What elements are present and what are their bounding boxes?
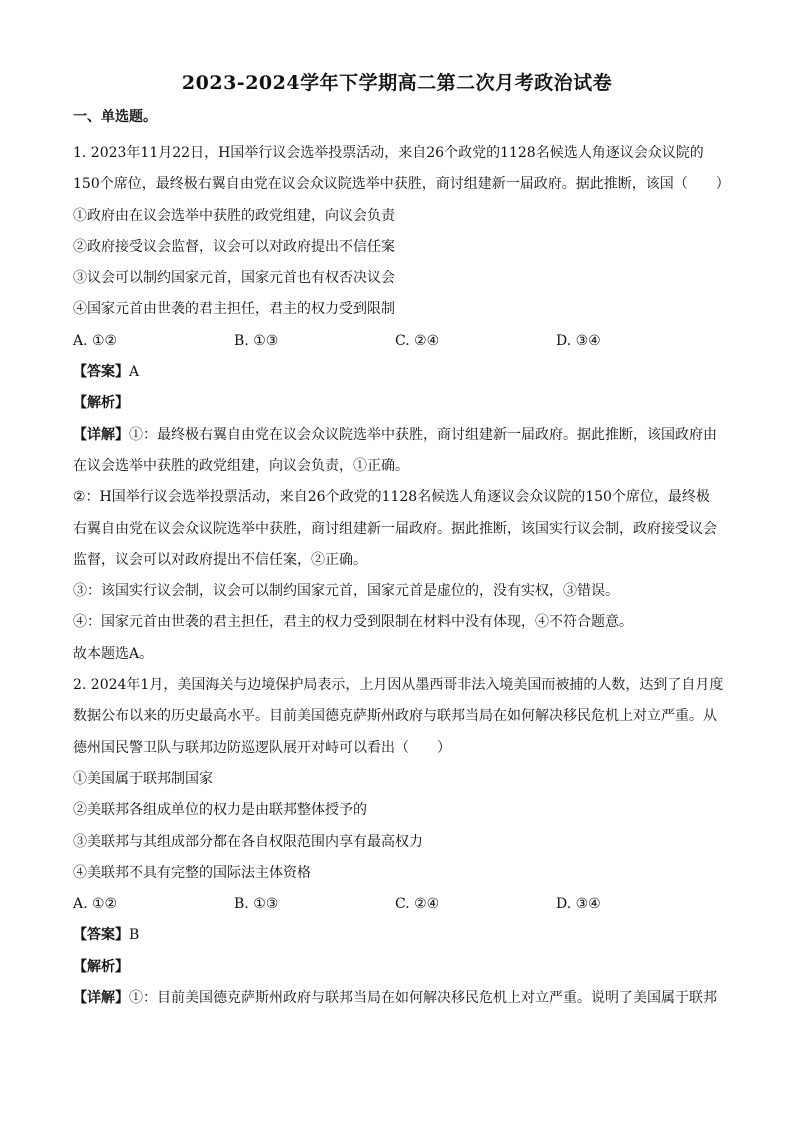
q1-stem-line1: 1. 2023年11月22日，H国举行议会选举投票活动，来自26个政党的1128名候选人角逐议会众议院的 [73, 145, 704, 161]
q1-detail-line3: ②：H国举行议会选举投票活动，来自26个政党的1128名候选人角逐议会众议院的150个席位，最终极 [73, 489, 710, 506]
q1-option-b: B. ①③ [234, 332, 279, 349]
q2-statement-3: ③美联邦与其组成部分都在各自权限范围内享有最高权力 [73, 833, 423, 850]
questions-body [73, 138, 730, 1014]
q1-option-d: D. ③④ [556, 332, 601, 349]
q1-statement-3: ③议会可以制约国家元首，国家元首也有权否决议会 [73, 270, 395, 287]
q2-answer-value: B [129, 927, 140, 944]
q1-answer-label: 答案 [87, 364, 115, 381]
q1-detail-label: 详解 [87, 426, 115, 443]
q1-detail-line1: 【详解】①：最终极右翼自由党在议会众议院选举中获胜，商讨组建新一届政府。据此推断，该国政府由 [73, 426, 717, 443]
q1-detail-line4: 右翼自由党在议会众议院选举中获胜，商讨组建新一届政府。据此推断，该国实行议会制，政府接受议会 [73, 520, 717, 537]
q1-options [73, 326, 723, 357]
q1-answer-value: A [129, 364, 140, 381]
q1-option-c: C. ②④ [395, 332, 440, 349]
q2-detail-label: 详解 [87, 990, 115, 1007]
q2-statement-1: ①美国属于联邦制国家 [73, 770, 213, 787]
q2-option-c: C. ②④ [395, 896, 440, 913]
q2-options [73, 889, 723, 920]
page-title: 2023-2024学年下学期高二第二次月考政治试卷 [181, 72, 613, 94]
q2-stem-line1: 2. 2024年1月，美国海关与边境保护局表示，上月因从墨西哥非法入境美国而被捕的人数，达到了自月度 [73, 677, 724, 694]
q2-analysis-label: 解析 [87, 958, 115, 975]
q2-option-a: A. ①② [73, 896, 118, 913]
q2-statement-4: ④美联邦不具有完整的国际法主体资格 [73, 864, 311, 881]
q1-detail-line5: 监督，议会可以对政府提出不信任案，②正确。 [73, 551, 367, 568]
q2-option-d: D. ③④ [556, 896, 601, 913]
q2-statement-2: ②美联邦各组成单位的权力是由联邦整体授予的 [73, 802, 367, 819]
q2-answer: 【答案】B [73, 927, 140, 944]
q1-analysis: 【解析】 [73, 395, 129, 412]
q1-detail-text1: ①：最终极右翼自由党在议会众议院选举中获胜，商讨组建新一届政府。据此推断，该国政府由 [129, 426, 717, 443]
section-heading: 一、单选题。 [73, 109, 157, 125]
q1-statement-1: ①政府由在议会选举中获胜的政党组建，向议会负责 [73, 207, 395, 224]
q2-answer-label: 答案 [87, 927, 115, 944]
q2-analysis: 【解析】 [73, 958, 129, 975]
q1-detail-line7: ④：国家元首由世袭的君主担任，君主的权力受到限制在材料中没有体现，④不符合题意。 [73, 614, 633, 631]
q1-option-a: A. ①② [73, 332, 118, 349]
q1-analysis-label: 解析 [87, 395, 115, 412]
q1-statement-4: ④国家元首由世袭的君主担任，君主的权力受到限制 [73, 301, 395, 318]
q1-detail-line2: 在议会选举中获胜的政党组建，向议会负责，①正确。 [73, 457, 409, 474]
q1-statement-2: ②政府接受议会监督，议会可以对政府提出不信任案 [73, 238, 395, 255]
q2-stem-line3: 德州国民警卫队与联邦边防巡逻队展开对峙可以看出（ ） [73, 739, 451, 756]
q1-conclusion: 故本题选A。 [73, 645, 154, 662]
q2-detail-line1: 【详解】①：目前美国德克萨斯州政府与联邦当局在如何解决移民危机上对立严重。说明了美国属于联邦 [73, 990, 717, 1007]
q2-option-b: B. ①③ [234, 896, 279, 913]
q2-stem-line2: 数据公布以来的历史最高水平。目前美国德克萨斯州政府与联邦当局在如何解决移民危机上对立严重。从 [73, 708, 717, 725]
q1-answer: 【答案】A [73, 364, 140, 381]
q1-detail-line6: ③：该国实行议会制，议会可以制约国家元首，国家元首是虚位的，没有实权，③错误。 [73, 583, 619, 600]
q2-detail-text1: ①：目前美国德克萨斯州政府与联邦当局在如何解决移民危机上对立严重。说明了美国属于联邦 [129, 990, 717, 1007]
q1-stem-line2: 150个席位，最终极右翼自由党在议会众议院选举中获胜，商讨组建新一届政府。据此推断，该国（ ） [73, 176, 730, 193]
